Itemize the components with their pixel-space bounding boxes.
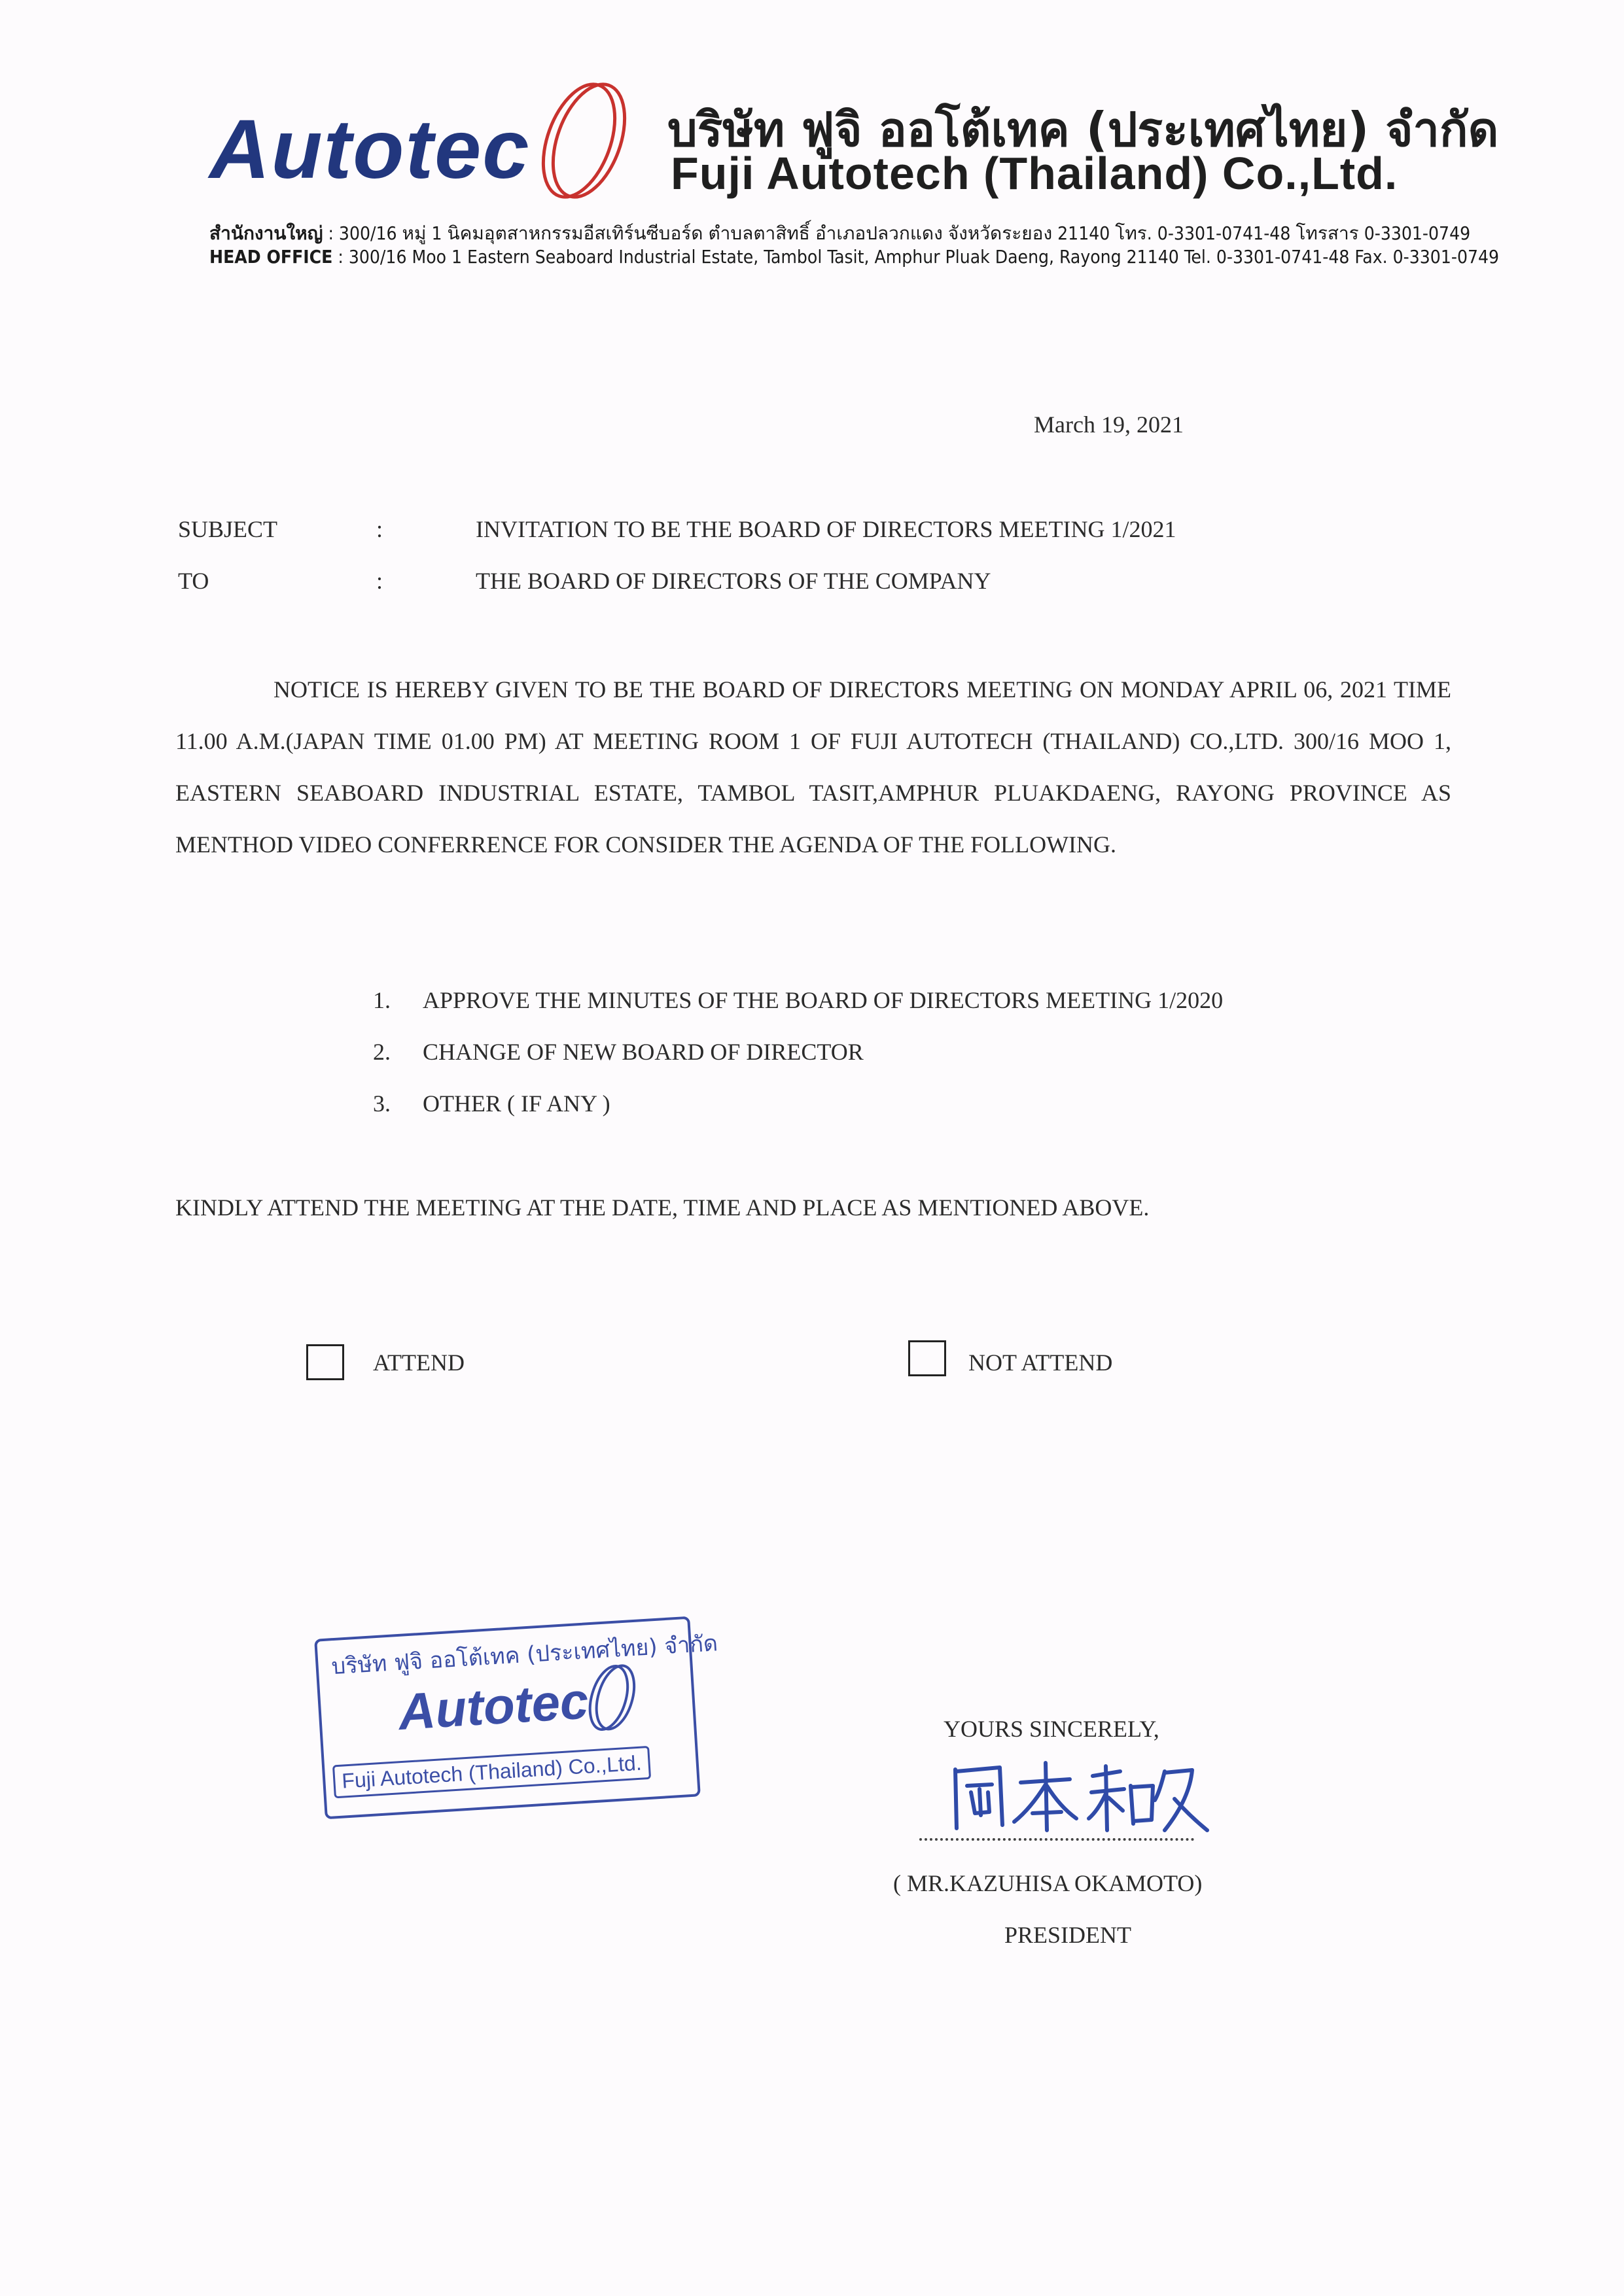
closing-salutation: YOURS SINCERELY, xyxy=(944,1716,1159,1742)
letter-date: March 19, 2021 xyxy=(1034,411,1184,438)
signatory-title: PRESIDENT xyxy=(1004,1922,1132,1948)
stamp-thai-name: บริษัท ฟูจิ ออโต้เทค (ประเทศไทย) จำกัด xyxy=(330,1630,719,1680)
attend-label: ATTEND xyxy=(373,1349,465,1376)
company-logo-rings-icon xyxy=(517,75,648,206)
address-english-text: : 300/16 Moo 1 Eastern Seaboard Industrial Estate, Tambol Tasit, Amphur Pluak Daeng, Rayong 21140 Tel. 0-3301-0741-48 Fax. 0-3301-0749 xyxy=(338,246,1500,268)
company-name-english: Fuji Autotech (Thailand) Co.,Ltd. xyxy=(671,148,1398,199)
company-stamp xyxy=(314,1616,719,1820)
address-thai-text: : 300/16 หมู่ 1 นิคมอุตสาหกรรมอีสเทิร์นซีบอร์ด ตำบลตาสิทธิ์ อำเภอปลวกแดง จังหวัดระยอง 21140 โทร. 0-3301-0741-48 โทรสาร 0-3301-0749 xyxy=(328,222,1471,244)
agenda-item-1-number: 1. xyxy=(373,987,391,1013)
signature-line xyxy=(919,1838,1194,1841)
notice-paragraph xyxy=(175,664,1451,871)
handwritten-signature xyxy=(949,1753,1210,1845)
address-english-line xyxy=(209,246,1499,268)
attend-checkbox[interactable] xyxy=(306,1344,344,1380)
agenda-item-3-text: OTHER ( IF ANY ) xyxy=(423,1090,610,1117)
to-value: THE BOARD OF DIRECTORS OF THE COMPANY xyxy=(476,568,991,594)
company-name-thai: บริษัท ฟูจิ ออโต้เทค (ประเทศไทย) จำกัด xyxy=(667,102,1499,157)
company-logo-text: Autotec xyxy=(209,103,531,196)
to-label: TO xyxy=(178,568,209,594)
subject-label: SUBJECT xyxy=(178,516,278,542)
subject-separator: : xyxy=(376,516,383,542)
agenda-item-2-number: 2. xyxy=(373,1039,391,1065)
not-attend-label: NOT ATTEND xyxy=(968,1349,1113,1376)
stamp-logo-text: Autotec xyxy=(397,1671,590,1741)
to-separator: : xyxy=(376,568,383,594)
agenda-item-1-text: APPROVE THE MINUTES OF THE BOARD OF DIRECTORS MEETING 1/2020 xyxy=(423,987,1224,1013)
agenda-item-2-text: CHANGE OF NEW BOARD OF DIRECTOR xyxy=(423,1039,864,1065)
not-attend-checkbox[interactable] xyxy=(908,1340,946,1376)
agenda-item-3-number: 3. xyxy=(373,1090,391,1117)
stamp-logo-rings-icon xyxy=(574,1660,650,1736)
stamp-english-name: Fuji Autotech (Thailand) Co.,Ltd. xyxy=(332,1746,651,1799)
address-thai-label: สำนักงานใหญ่ xyxy=(209,222,323,244)
notice-paragraph-text: NOTICE IS HEREBY GIVEN TO BE THE BOARD OF DIRECTORS MEETING ON MONDAY APRIL 06, 2021 TIME 11.00 A.M.(JAPAN TIME 01.00 PM) AT MEETING ROOM 1 OF FUJI AUTOTECH (THAILAND) CO.,LTD. 300/16 MOO 1, EASTERN SEABOARD INDUSTRIAL ESTATE, TAMBOL TASIT,AMPHUR PLUAKDAENG, RAYONG PROVINCE AS MENTHOD VIDEO CONFERRENCE FOR CONSIDER THE AGENDA OF THE FOLLOWING. xyxy=(175,676,1451,858)
subject-value: INVITATION TO BE THE BOARD OF DIRECTORS MEETING 1/2021 xyxy=(476,516,1176,542)
signatory-name: ( MR.KAZUHISA OKAMOTO) xyxy=(893,1870,1203,1896)
address-english-label: HEAD OFFICE xyxy=(209,246,333,268)
address-thai-line xyxy=(209,219,1470,248)
closing-request: KINDLY ATTEND THE MEETING AT THE DATE, TIME AND PLACE AS MENTIONED ABOVE. xyxy=(175,1194,1150,1221)
